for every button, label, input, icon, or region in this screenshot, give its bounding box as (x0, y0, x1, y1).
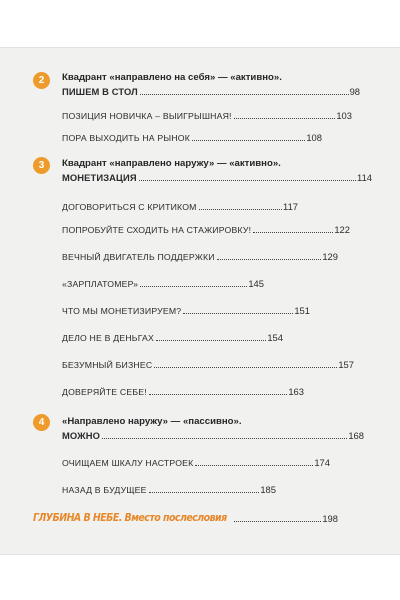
toc-entry[interactable] (62, 386, 304, 397)
toc-entry-page: 117 (283, 201, 298, 212)
dot-leader (234, 117, 336, 119)
afterword-title: ГЛУБИНА В НЕБЕ. Вместо послесловия (33, 512, 227, 524)
dot-leader (140, 93, 349, 95)
toc-entry[interactable] (62, 305, 310, 316)
toc-entry-page: 114 (357, 172, 372, 183)
toc-entry[interactable] (62, 86, 360, 97)
toc-entry[interactable] (62, 430, 364, 441)
toc-entry-title: ПОЗИЦИЯ НОВИЧКА – ВЫИГРЫШНАЯ! (62, 111, 232, 121)
section-number: 4 (38, 417, 45, 428)
toc-entry[interactable] (62, 251, 338, 262)
dot-leader (217, 258, 322, 260)
toc-entry-page: 163 (288, 386, 304, 397)
dot-leader (183, 312, 293, 314)
dot-leader (154, 366, 337, 368)
toc-entry-page: 151 (294, 305, 310, 316)
toc-entry-page: 157 (338, 359, 354, 370)
toc-entry-page: 154 (267, 332, 283, 343)
toc-entry-title: ПОРА ВЫХОДИТЬ НА РЫНОК (62, 133, 190, 143)
toc-entry-page: 129 (322, 251, 338, 262)
section-number: 2 (38, 75, 45, 86)
dot-leader (139, 179, 356, 181)
dot-leader (234, 520, 321, 522)
toc-entry-page: 103 (336, 110, 352, 121)
toc-entry-title: ОЧИЩАЕМ ШКАЛУ НАСТРОЕК (62, 458, 194, 468)
toc-entry-title: ПИШЕМ В СТОЛ (62, 86, 138, 97)
toc-entry-title: НАЗАД В БУДУЩЕЕ (62, 485, 147, 495)
toc-entry[interactable] (62, 110, 352, 121)
dot-leader (199, 208, 282, 210)
toc-entry-title: БЕЗУМНЫЙ БИЗНЕС (62, 360, 153, 370)
toc-entry-title: ДОГОВОРИТЬСЯ С КРИТИКОМ (62, 202, 197, 212)
toc-entry-title: «ЗАРПЛАТОМЕР» (62, 279, 139, 289)
toc-entry[interactable] (62, 332, 283, 343)
toc-page (0, 47, 400, 555)
dot-leader (149, 491, 260, 493)
toc-entry[interactable] (62, 359, 354, 370)
toc-entry-page: 108 (306, 132, 322, 143)
dot-leader (140, 285, 247, 287)
toc-entry-title: МОНЕТИЗАЦИЯ (62, 172, 137, 183)
toc-entry-page: 168 (348, 430, 364, 441)
toc-entry[interactable] (62, 201, 298, 212)
section-number: 3 (38, 160, 45, 171)
dot-leader (156, 339, 266, 341)
toc-entry[interactable] (62, 132, 322, 143)
toc-entry[interactable] (62, 457, 330, 468)
toc-entry-title: ДЕЛО НЕ В ДЕНЬГАХ (62, 333, 155, 343)
toc-entry-page: 185 (260, 484, 276, 495)
dot-leader (102, 437, 347, 439)
toc-entry[interactable] (62, 224, 350, 235)
section-heading: «Направлено наружу» — «пассивно». (62, 416, 242, 427)
toc-entry-title: ПОПРОБУЙТЕ СХОДИТЬ НА СТАЖИРОВКУ! (62, 225, 252, 235)
toc-entry-page: 122 (334, 224, 350, 235)
toc-entry-title: ВЕЧНЫЙ ДВИГАТЕЛЬ ПОДДЕРЖКИ (62, 252, 215, 262)
toc-entry-afterword[interactable] (33, 512, 338, 524)
dot-leader (195, 464, 313, 466)
toc-entry-page: 145 (248, 278, 264, 289)
dot-leader (253, 231, 333, 233)
toc-entry[interactable] (62, 484, 276, 495)
section-number-badge (33, 414, 50, 431)
toc-entry[interactable] (62, 278, 264, 289)
toc-entry-page: 174 (314, 457, 330, 468)
section-heading: Квадрант «направлено на себя» — «активно». (62, 72, 282, 83)
dot-leader (149, 393, 288, 395)
toc-entry-page: 98 (349, 86, 360, 97)
section-number-badge (33, 157, 50, 174)
section-number-badge (33, 72, 50, 89)
afterword-page: 198 (322, 513, 338, 524)
toc-entry-title: МОЖНО (62, 430, 101, 441)
section-heading: Квадрант «направлено наружу» — «активно». (62, 158, 281, 169)
toc-entry[interactable] (62, 172, 372, 183)
toc-entry-title: ЧТО МЫ МОНЕТИЗИРУЕМ? (62, 306, 182, 316)
dot-leader (192, 139, 305, 141)
toc-entry-title: ДОВЕРЯЙТЕ СЕБЕ! (62, 387, 147, 397)
